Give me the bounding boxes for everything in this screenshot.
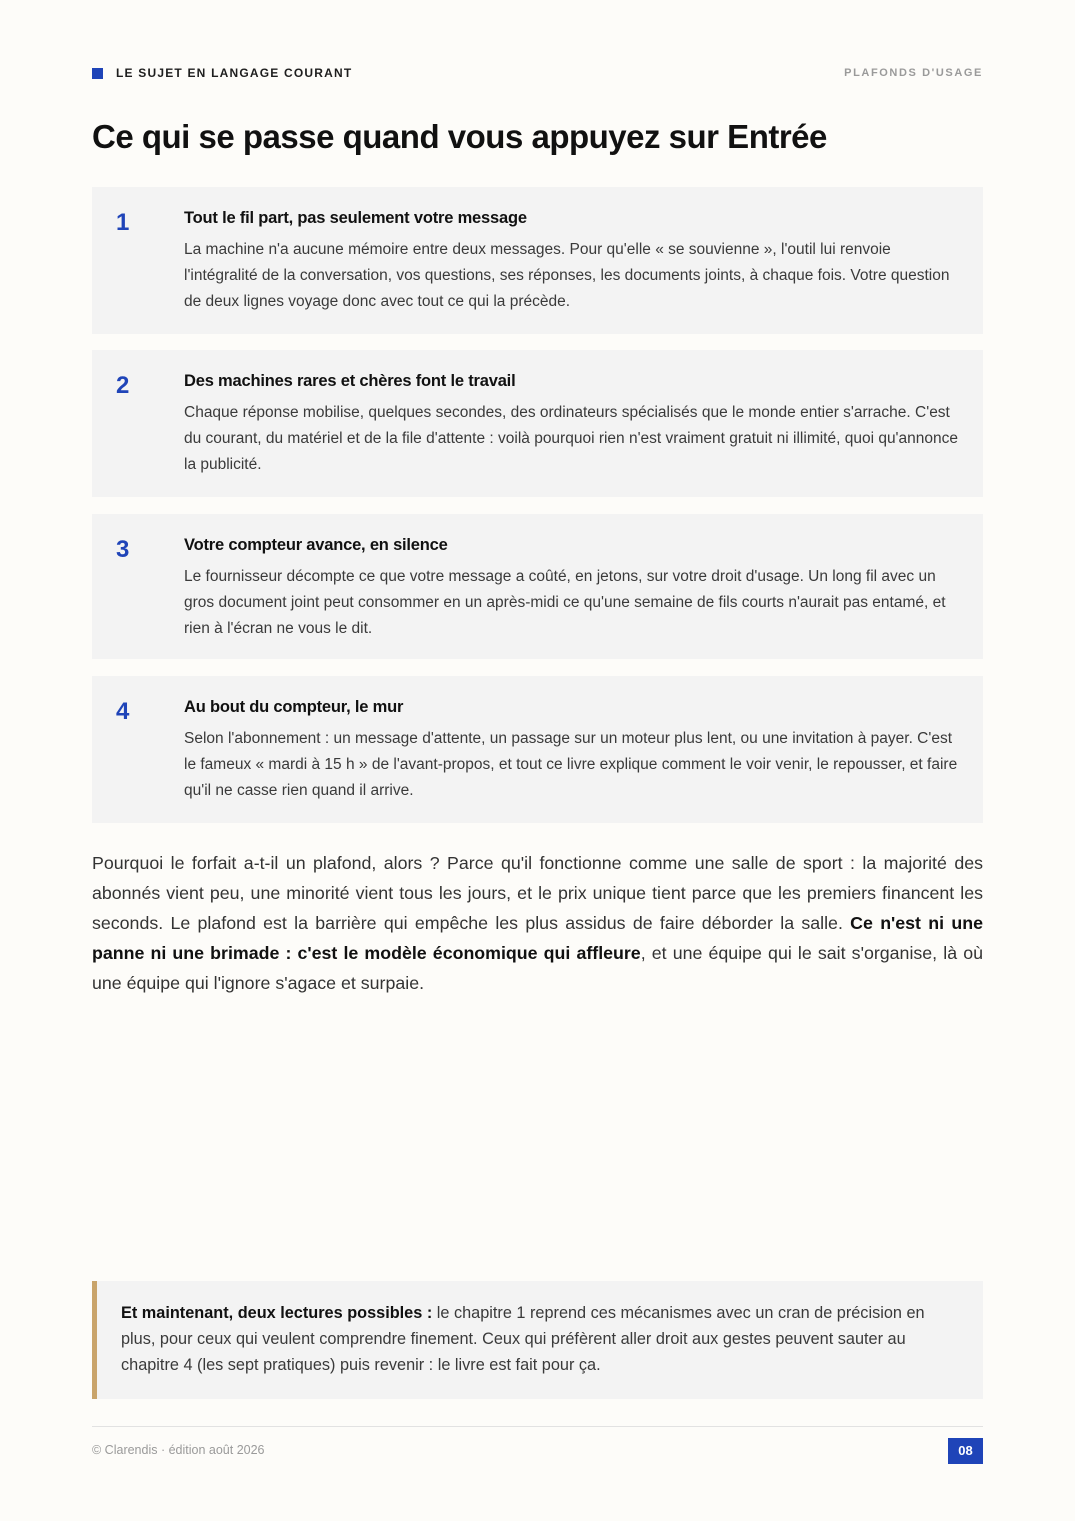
step-title: Tout le fil part, pas seulement votre message: [184, 209, 527, 227]
step-card: [92, 187, 983, 334]
page-title: Ce qui se passe quand vous appuyez sur Entrée: [92, 118, 827, 155]
note-text: le chapitre 1 reprend ces mécanismes avec un cran de précision en plus, pour ceux qui veulent comprendre finement. Ceux qui préfèrent aller droit aux gestes peuvent sauter au chapitre 4 (les sept pratiques) puis revenir : le livre est fait pour ça.: [121, 1304, 925, 1374]
step-number: 4: [116, 698, 130, 725]
page-number: 08: [948, 1438, 983, 1464]
chapter-label: PLAFONDS D'USAGE: [844, 67, 983, 79]
step-number: 3: [116, 536, 130, 563]
step-card: [92, 676, 983, 823]
step-title: Votre compteur avance, en silence: [184, 536, 448, 554]
running-header: [92, 66, 983, 82]
paragraph-text-end: , et une équipe qui le sait s'organise, là où une équipe qui l'ignore s'agace et surpaie.: [92, 943, 983, 993]
step-body: Chaque réponse mobilise, quelques secondes, des ordinateurs spécialisés que le monde entier s'arrache. C'est du courant, du matériel et de la file d'attente : voilà pourquoi rien n'est vraiment gratuit ni illimité, quoi qu'annonce la publicité.: [184, 404, 958, 473]
step-body: Selon l'abonnement : un message d'attente, un passage sur un moteur plus lent, ou une invitation à payer. C'est le fameux « mardi à 15 h » de l'avant-propos, et tout ce livre explique comment le voir venir, le repousser, et faire qu'il ne casse rien quand il arrive.: [184, 730, 958, 799]
paragraph-emphasis: Ce n'est ni une panne ni une brimade : c'est le modèle économique qui affleure: [92, 913, 983, 963]
body-paragraph: [92, 848, 983, 998]
page: [92, 0, 983, 1521]
reading-note: [92, 1281, 983, 1399]
step-title: Au bout du compteur, le mur: [184, 698, 404, 716]
paragraph-text: Pourquoi le forfait a-t-il un plafond, alors ? Parce qu'il fonctionne comme une salle de sport : la majorité des abonnés vient peu, une minorité vient tous les jours, et le prix unique tient parce que les premiers financent les seconds. Le plafond est la barrière qui empêche les plus assidus de faire déborder la salle.: [92, 853, 983, 933]
note-lead: Et maintenant, deux lectures possibles :: [121, 1304, 433, 1322]
step-card: [92, 350, 983, 497]
step-card: [92, 514, 983, 659]
section-label: LE SUJET EN LANGAGE COURANT: [116, 66, 353, 80]
step-number: 2: [116, 372, 130, 399]
step-body: La machine n'a aucune mémoire entre deux messages. Pour qu'elle « se souvienne », l'outil lui renvoie l'intégralité de la conversation, vos questions, ses réponses, les documents joints, à chaque fois. Votre question de deux lignes voyage donc avec tout ce qui la précède.: [184, 241, 950, 310]
footer-divider: [92, 1426, 983, 1427]
step-number: 1: [116, 209, 130, 236]
step-body: Le fournisseur décompte ce que votre message a coûté, en jetons, sur votre droit d'usage. Un long fil avec un gros document joint peut consommer en un après-midi ce qu'une semaine de fils courts n'aurait pas entamé, et rien à l'écran ne vous le dit.: [184, 568, 946, 637]
section-marker-icon: [92, 68, 103, 79]
footer-copyright: © Clarendis · édition août 2026: [92, 1443, 265, 1457]
step-title: Des machines rares et chères font le travail: [184, 372, 516, 390]
